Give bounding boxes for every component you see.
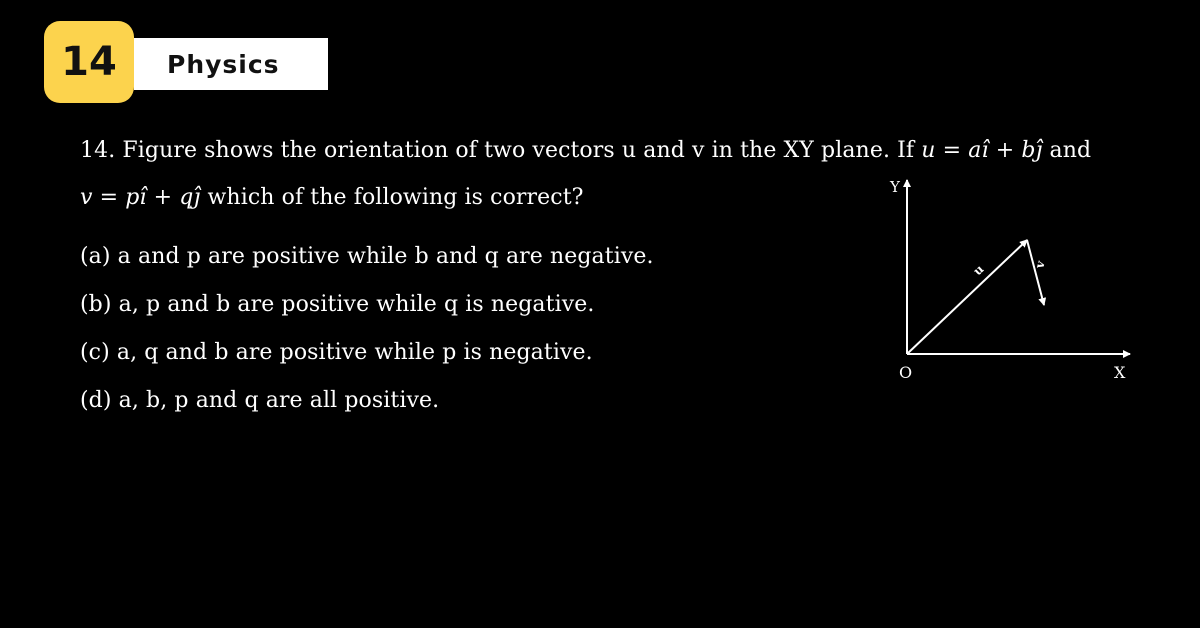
vector-u-expression: u = aî + bĵ bbox=[921, 138, 1043, 163]
v-label: v bbox=[1032, 259, 1048, 270]
option-b[interactable]: (b) a, p and b are positive while q is negative. bbox=[80, 292, 595, 317]
question-line-2 bbox=[80, 185, 584, 210]
question-text-cont: which of the following is correct? bbox=[200, 185, 584, 210]
vector-v-arrow bbox=[1027, 240, 1044, 305]
option-d[interactable]: (d) a, b, p and q are all positive. bbox=[80, 388, 440, 413]
question-number-badge: 14 bbox=[44, 21, 134, 103]
option-c[interactable]: (c) a, q and b are positive while p is negative. bbox=[80, 340, 593, 365]
question-text-end: and bbox=[1042, 138, 1092, 163]
question-text: 14. Figure shows the orientation of two vectors u and v in the XY plane. If bbox=[80, 138, 922, 163]
subject-label: Physics bbox=[134, 38, 328, 90]
vector-v-expression: v = pî + qĵ bbox=[80, 185, 201, 210]
u-label: u bbox=[970, 261, 987, 279]
question-line-1 bbox=[80, 138, 1091, 163]
vector-u-arrow bbox=[907, 240, 1027, 354]
option-a[interactable]: (a) a and p are positive while b and q are negative. bbox=[80, 244, 654, 269]
x-axis-label: X bbox=[1114, 363, 1126, 382]
y-axis-label: Y bbox=[890, 178, 900, 196]
vector-diagram bbox=[860, 168, 1160, 393]
origin-label: O bbox=[899, 363, 913, 382]
